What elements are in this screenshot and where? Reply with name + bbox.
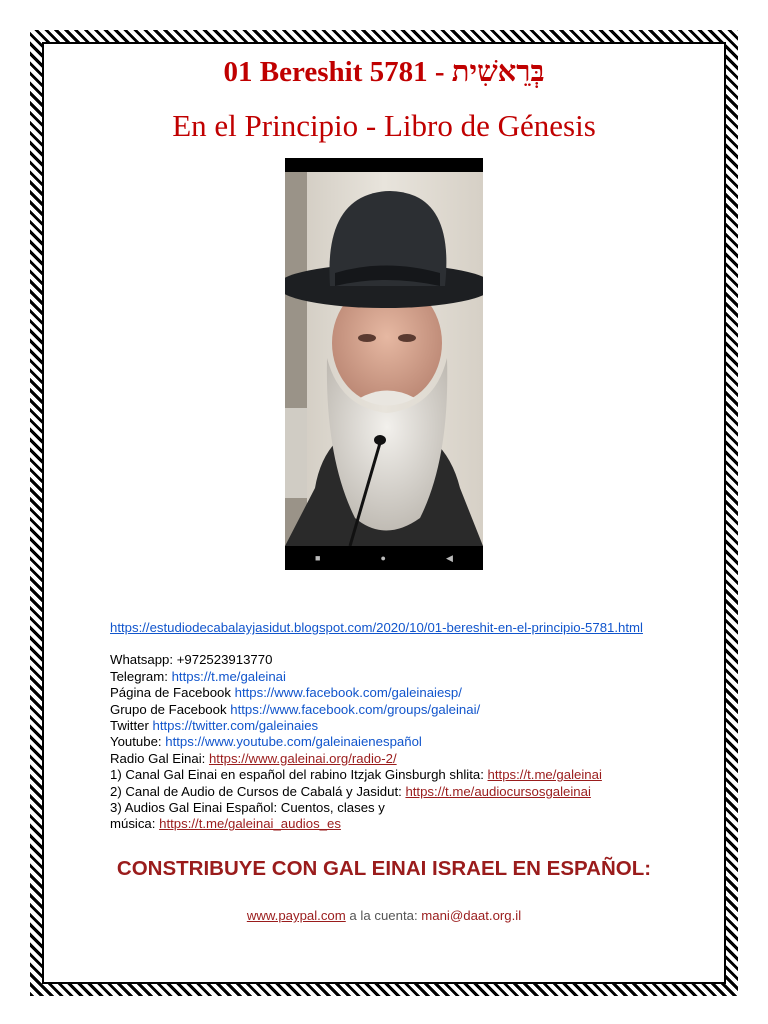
channel-3-label: 3) Audios Gal Einai Español: Cuentos, clases y: [110, 800, 385, 816]
twitter-label: Twitter: [110, 718, 153, 734]
page-title: 01 Bereshit 5781 - בְּרֵאשִׁית: [223, 56, 545, 88]
whatsapp-label: Whatsapp:: [110, 652, 177, 668]
paypal-link[interactable]: www.paypal.com: [246, 908, 346, 923]
telegram-label: Telegram:: [110, 668, 172, 684]
music-label: música:: [110, 816, 160, 832]
channel-2-label: 2) Canal de Audio de Cursos de Cabalá y Jasidut:: [110, 783, 406, 799]
back-icon: ◀: [446, 552, 453, 563]
home-icon: ●: [380, 553, 386, 563]
rabbi-photo: [285, 158, 483, 570]
facebook-page-link[interactable]: https://www.facebook.com/galeinaiesp/: [234, 685, 462, 701]
contribute-heading: CONSTRIBUYE CON GAL EINAI ISRAEL EN ESPAÑOL:: [116, 857, 652, 880]
radio-link[interactable]: https://www.galeinai.org/radio-2/: [208, 750, 397, 766]
recents-icon: ■: [315, 553, 321, 563]
channel-2-link[interactable]: https://t.me/audiocursosgaleinai: [405, 783, 591, 799]
page-subtitle: En el Principio - Libro de Génesis: [172, 108, 596, 143]
facebook-group-label: Grupo de Facebook: [110, 701, 231, 717]
rabbi-portrait-illustration: [285, 158, 483, 570]
twitter-link[interactable]: https://twitter.com/galeinaies: [152, 718, 319, 734]
article-link[interactable]: https://estudiodecabalayjasidut.blogspot.com/2020/10/01-bereshit-en-el-principio-5781.html: [110, 620, 643, 635]
email-address[interactable]: mani@daat.org.il: [421, 908, 522, 923]
radio-label: Radio Gal Einai:: [110, 750, 209, 766]
youtube-link[interactable]: https://www.youtube.com/galeinaienespañol: [165, 734, 422, 750]
contact-block: [110, 620, 710, 833]
whatsapp-number: +972523913770: [176, 652, 273, 668]
youtube-label: Youtube:: [110, 734, 166, 750]
phone-navigation-bar: [285, 546, 483, 570]
channel-1-link[interactable]: https://t.me/galeinai: [487, 767, 602, 783]
facebook-group-link[interactable]: https://www.facebook.com/groups/galeinai/: [230, 701, 481, 717]
paypal-line: [110, 908, 658, 923]
account-text: a la cuenta:: [345, 908, 422, 923]
telegram-link[interactable]: https://t.me/galeinai: [171, 668, 286, 684]
channel-1-label: 1) Canal Gal Einai en español del rabino Itzjak Ginsburgh shlita:: [110, 767, 488, 783]
facebook-page-label: Página de Facebook: [110, 685, 235, 701]
music-link[interactable]: https://t.me/galeinai_audios_es: [159, 816, 341, 832]
